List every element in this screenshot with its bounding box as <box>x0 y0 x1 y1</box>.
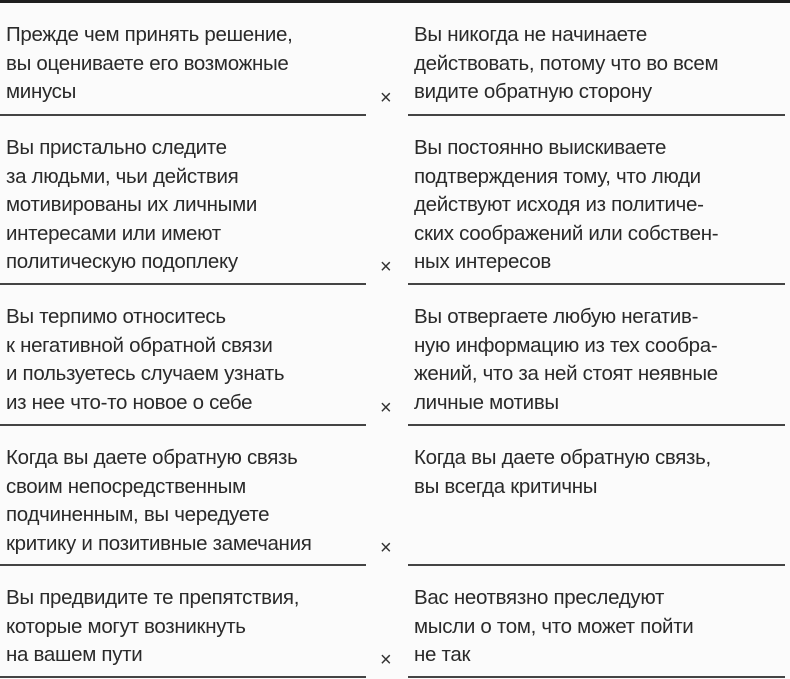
table-row <box>0 285 790 426</box>
left-text: Когда вы даете обратную связь своим непосредственным подчиненным, вы чередуете критику и позитивные замечания <box>6 446 312 555</box>
table-row <box>0 566 790 678</box>
right-cell <box>408 285 785 426</box>
left-text: Вы предвидите те препятствия, которые могут возникнуть на вашем пути <box>6 586 300 666</box>
right-text: Вы постоянно выискиваете подтверждения тому, что люди действуют исходя из политиче- ских соображений или собствен- ных интересов <box>414 136 719 273</box>
left-cell <box>0 566 366 678</box>
cross-icon: × <box>380 256 392 278</box>
right-cell <box>408 116 785 285</box>
left-text: Вы терпимо относитесь к негативной обратной связи и пользуетесь случаем узнать из нее что-то новое о себе <box>6 305 285 414</box>
table-row <box>0 3 790 116</box>
table-row <box>0 116 790 285</box>
left-cell <box>0 285 366 426</box>
table-row <box>0 426 790 566</box>
cross-icon: × <box>380 397 392 419</box>
right-text: Вы отвергаете любую негатив- ную информацию из тех сообра- жений, что за ней стоят неявные личные мотивы <box>414 305 718 414</box>
left-cell <box>0 3 366 116</box>
right-text: Вас неотвязно преследуют мысли о том, что может пойти не так <box>414 586 694 666</box>
left-text: Прежде чем принять решение, вы оцениваете его возможные минусы <box>6 23 293 103</box>
cross-icon: × <box>380 87 392 109</box>
right-cell <box>408 3 785 116</box>
left-cell <box>0 116 366 285</box>
right-cell <box>408 426 785 566</box>
cross-icon: × <box>380 537 392 559</box>
cross-icon: × <box>380 649 392 671</box>
right-text: Вы никогда не начинаете действовать, потому что во всем видите обратную сторону <box>414 23 719 103</box>
left-text: Вы пристально следите за людьми, чьи действия мотивированы их личными интересами или имеют политическую подоплеку <box>6 136 258 273</box>
right-text: Когда вы даете обратную связь, вы всегда критичны <box>414 446 711 498</box>
right-cell <box>408 566 785 678</box>
left-cell <box>0 426 366 566</box>
